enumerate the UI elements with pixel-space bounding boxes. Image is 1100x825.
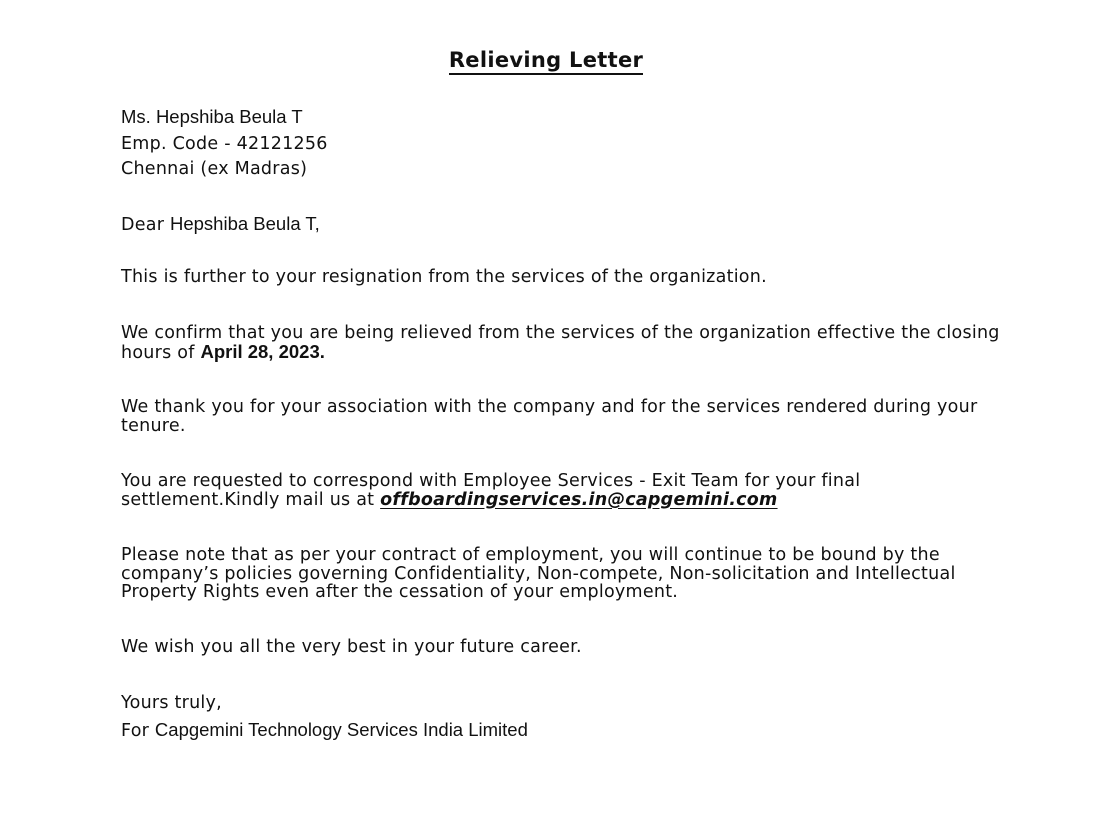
final-settlement-text: You are requested to correspond with Employee Services - Exit Team for your final settlement.Kindly mail us at [121, 471, 861, 510]
employee-code: Emp. Code - 42121256 [121, 133, 328, 154]
paragraph-resignation-text: This is further to your resignation from the services of the organization. [121, 267, 767, 287]
paragraph-best-wishes [121, 638, 1001, 657]
closing-text: Yours truly, [121, 693, 222, 713]
paragraph-final-settlement [121, 472, 1001, 509]
salutation-prefix: Dear [121, 215, 170, 235]
recipient-name [121, 104, 1001, 132]
recipient-location: Chennai (ex Madras) [121, 159, 308, 179]
company-name: Capgemini Technology Services India Limited [154, 718, 528, 740]
offboarding-email-link[interactable]: offboardingservices.in@capgemini.com [380, 489, 778, 510]
paragraph-relieving-confirmation [121, 324, 1001, 362]
paragraph-contract-terms-text: Please note that as per your contract of employment, you will continue to be bound by the company’s policies governing Confidentiality, Non-compete, Non-solicitation and Intellectual Property Rights even after the cessation of your employment. [121, 545, 956, 602]
paragraph-contract-terms [121, 546, 1001, 602]
paragraph-thanks-text: We thank you for your association with the company and for the services rendered during your tenure. [121, 397, 978, 436]
signoff-prefix: For [121, 720, 155, 741]
paragraph-thanks [121, 398, 1001, 435]
letter-title [0, 46, 1092, 75]
paragraph-resignation [121, 268, 1001, 287]
salutation-name: Hepshiba Beula T, [169, 213, 320, 234]
recipient-name-text: Ms. Hepshiba Beula T [121, 106, 303, 127]
signoff [121, 717, 1001, 745]
relieving-date: April 28, 2023. [200, 340, 325, 362]
salutation [121, 211, 1001, 239]
closing-block [121, 691, 1001, 744]
paragraph-best-wishes-text: We wish you all the very best in your future career. [121, 637, 582, 657]
letter-title-text: Relieving Letter [449, 48, 643, 75]
recipient-block [121, 104, 1001, 183]
relieving-confirmation-text: We confirm that you are being relieved from the services of the organization effective the closing hours of [121, 323, 1000, 363]
